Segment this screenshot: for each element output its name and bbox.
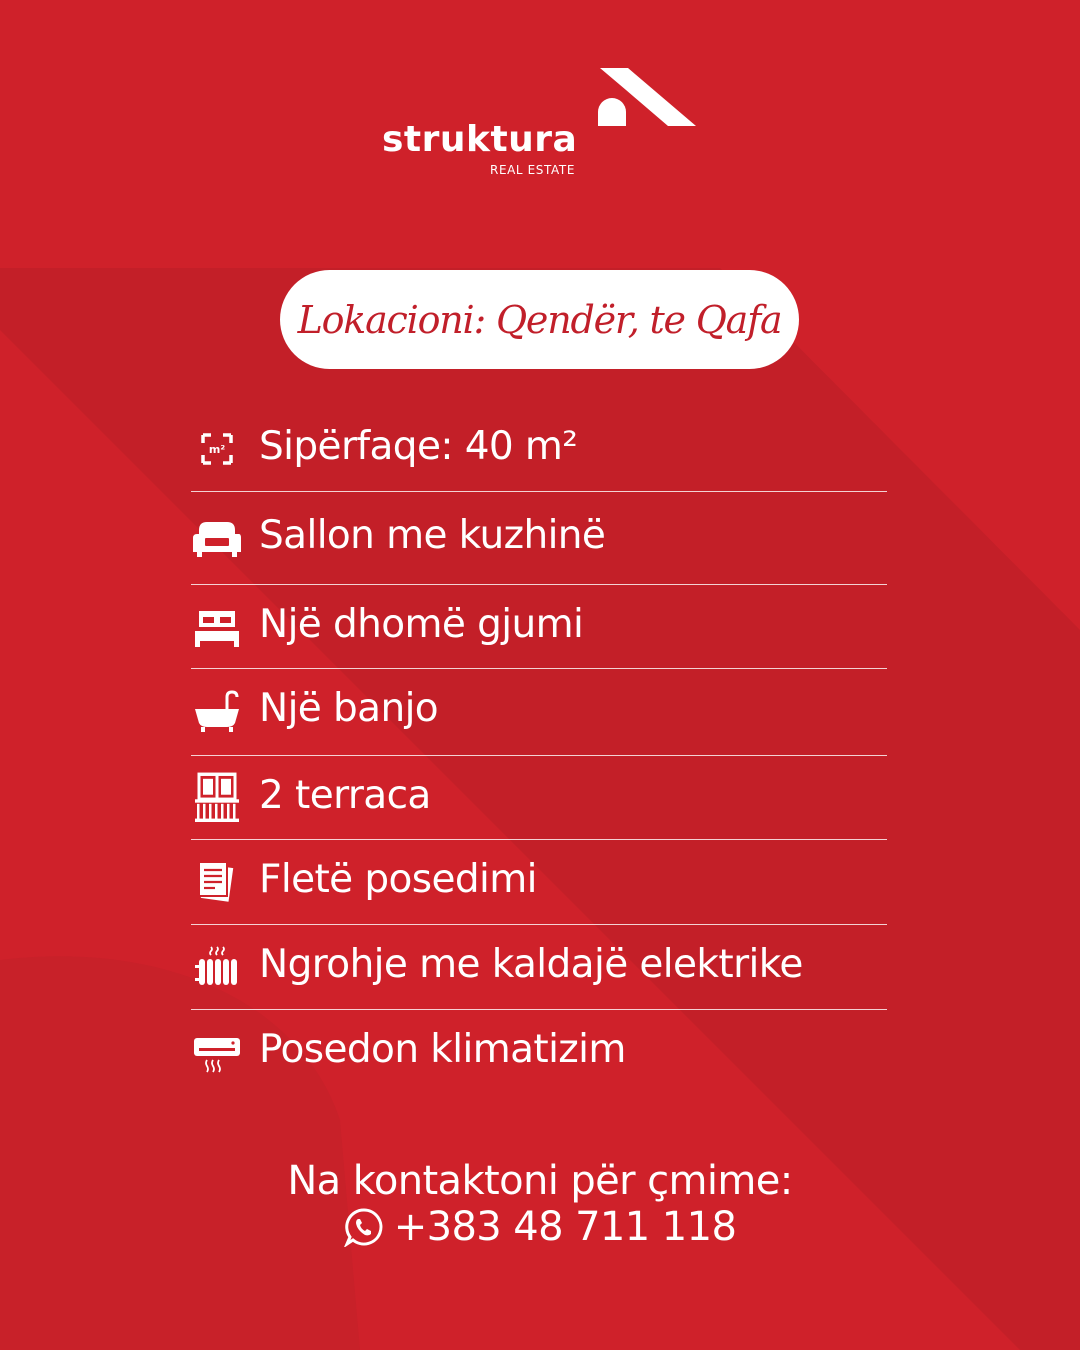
- brand-subtitle: REAL ESTATE: [490, 163, 576, 177]
- feature-label: Një dhomë gjumi: [259, 602, 584, 647]
- feature-item-heating: [191, 925, 887, 1010]
- contact-section: [0, 1158, 1080, 1251]
- feature-label: Posedon klimatizim: [259, 1027, 626, 1072]
- brand-name: struktura: [382, 119, 578, 160]
- feature-label: 2 terraca: [259, 773, 431, 818]
- feature-item-bathroom: [191, 669, 887, 756]
- phone-row[interactable]: [344, 1204, 737, 1250]
- feature-item-living-room: [191, 492, 887, 585]
- feature-item-terraces: [191, 756, 887, 840]
- logo-mark-icon: [596, 66, 696, 128]
- sofa-icon: [193, 516, 241, 560]
- contact-cta: Na kontaktoni për çmime:: [287, 1158, 793, 1204]
- radiator-icon: [193, 945, 241, 989]
- bed-icon: [193, 605, 241, 649]
- feature-list: [191, 407, 887, 1095]
- location-text: Lokacioni: Qendër, te Qafa: [297, 297, 782, 342]
- brand-logo: [380, 66, 700, 186]
- document-icon: [193, 860, 241, 904]
- feature-label: Ngrohje me kaldajë elektrike: [259, 942, 803, 987]
- air-conditioner-icon: [193, 1030, 241, 1074]
- bathtub-icon: [193, 689, 241, 733]
- balcony-icon: [193, 772, 241, 822]
- svg-text:m²: m²: [208, 443, 226, 456]
- feature-item-ownership: [191, 840, 887, 925]
- feature-label: Fletë posedimi: [259, 857, 537, 902]
- feature-item-air-conditioning: [191, 1010, 887, 1095]
- feature-label: Sallon me kuzhinë: [259, 513, 606, 558]
- whatsapp-icon: [344, 1207, 384, 1247]
- area-m2-icon: [193, 427, 241, 471]
- feature-label: Një banjo: [259, 686, 439, 731]
- feature-label: Sipërfaqe: 40 m²: [259, 424, 578, 469]
- location-badge: [280, 270, 799, 369]
- phone-number[interactable]: +383 48 711 118: [393, 1204, 737, 1250]
- feature-item-bedroom: [191, 585, 887, 669]
- feature-item-area: [191, 407, 887, 492]
